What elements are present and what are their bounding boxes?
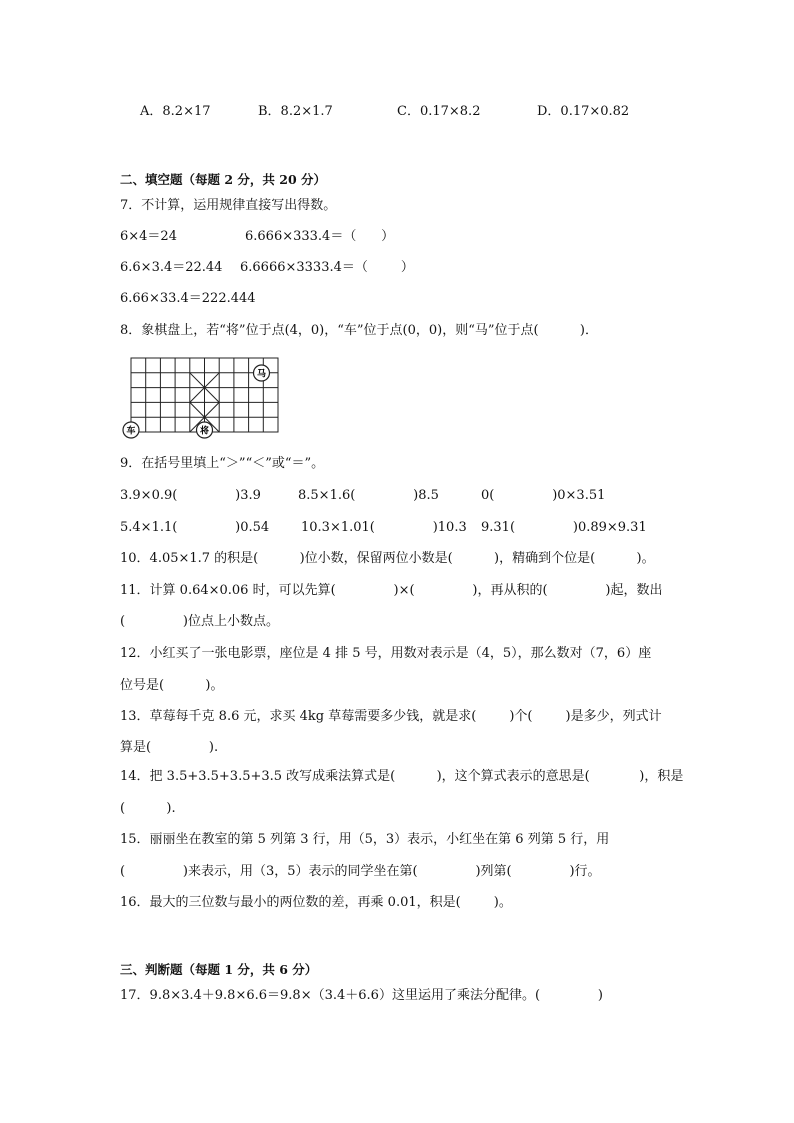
chessboard-figure (118, 352, 284, 440)
question-10: 10．4.05×1.7 的积是( )位小数，保留两位小数是( )，精确到个位是( )。 (120, 551, 655, 566)
q7-row3-left: 6.66×33.4＝222.444 (120, 291, 256, 306)
question-17: 17．9.8×3.4＋9.8×6.6＝9.8×（3.4＋6.6）这里运用了乘法分配律。( ) (120, 988, 603, 1003)
section-2-title: 二、填空题（每题 2 分，共 20 分） (120, 172, 327, 187)
q9-r1c2: 8.5×1.6( )8.5 (298, 488, 439, 503)
question-11-line2: ( )位点上小数点。 (120, 614, 279, 629)
option-d: D．0.17×0.82 (537, 104, 630, 119)
piece-jiang (197, 422, 213, 438)
option-c: C．0.17×8.2 (397, 104, 481, 119)
q7-row2-left: 6.6×3.4＝22.44 (120, 260, 223, 275)
q7-row1-right: 6.666×333.4＝（ ） (245, 229, 395, 244)
q9-r1c1: 3.9×0.9( )3.9 (120, 488, 261, 503)
piece-ma-label: 马 (256, 369, 267, 380)
question-7-stem: 7．不计算，运用规律直接写出得数。 (120, 198, 337, 213)
question-12-line2: 位号是( )。 (120, 678, 224, 693)
question-15-line1: 15．丽丽坐在教室的第 5 列第 3 行，用（5，3）表示，小红坐在第 6 列第 5 行，用 (120, 832, 610, 847)
question-16: 16．最大的三位数与最小的两位数的差，再乘 0.01，积是( )。 (120, 895, 512, 910)
question-12-line1: 12．小红买了一张电影票，座位是 4 排 5 号，用数对表示是（4，5），那么数对（7，6）座 (120, 646, 652, 661)
option-a: A．8.2×17 (140, 104, 211, 119)
question-13-line1: 13．草莓每千克 8.6 元，求买 4kg 草莓需要多少钱，就是求( )个( )是多少，列式计 (120, 709, 662, 724)
q9-r1c3: 0( )0×3.51 (481, 488, 606, 503)
section-3-title: 三、判断题（每题 1 分，共 6 分） (120, 962, 318, 977)
question-14-line1: 14．把 3.5+3.5+3.5+3.5 改写成乘法算式是( )，这个算式表示的意思是( )，积是 (120, 769, 684, 784)
piece-jiang-label: 将 (199, 426, 210, 437)
question-8-stem: 8．象棋盘上，若“将”位于点(4，0)，“车”位于点(0，0)，则“马”位于点( )． (120, 323, 598, 338)
question-14-line2: ( ). (120, 801, 176, 816)
q9-r2c1: 5.4×1.1( )0.54 (120, 520, 270, 535)
piece-ma (254, 365, 270, 381)
question-15-line2: ( )来表示，用（3，5）表示的同学坐在第( )列第( )行。 (120, 864, 601, 879)
question-13-line2: 算是( ). (120, 740, 219, 755)
q9-r2c3: 9.31( )0.89×9.31 (481, 520, 647, 535)
q7-row2-right: 6.6666×3333.4＝（ ） (240, 260, 414, 275)
question-9-stem: 9．在括号里填上“＞”“＜”或“＝”。 (120, 456, 325, 471)
option-b: B．8.2×1.7 (258, 104, 333, 119)
question-11-line1: 11．计算 0.64×0.06 时，可以先算( )×( )，再从积的( )起，数出 (120, 583, 663, 598)
q7-row1-left: 6×4＝24 (120, 229, 177, 244)
piece-che-label: 车 (126, 426, 136, 437)
piece-che (123, 422, 139, 438)
q9-r2c2: 10.3×1.01( )10.3 (301, 520, 467, 535)
